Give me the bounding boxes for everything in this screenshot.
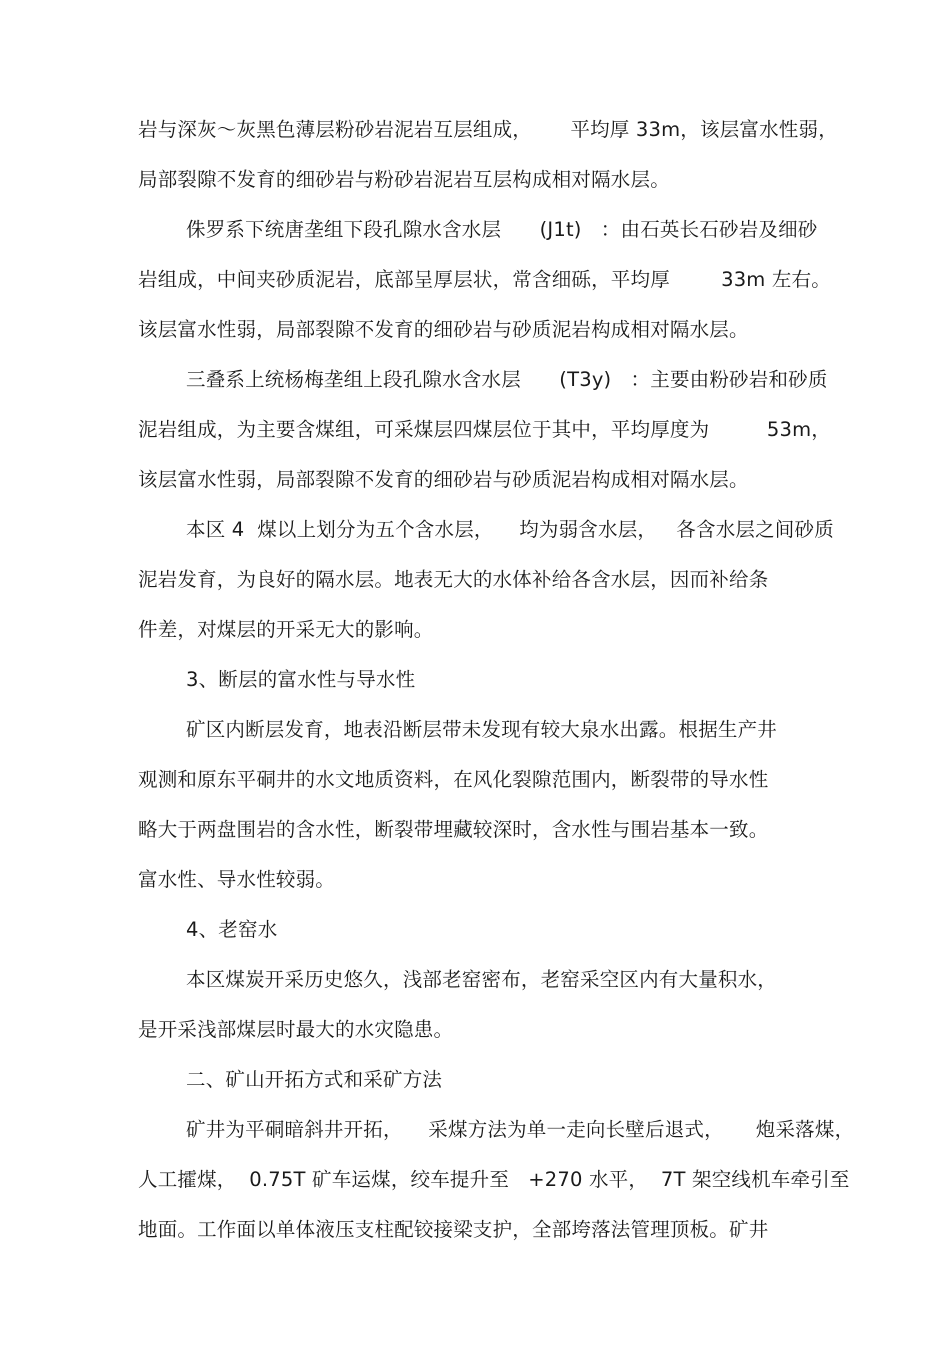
text-line: 局部裂隙不发育的细砂岩与粉砂岩泥岩互层构成相对隔水层。 [138,168,670,191]
paragraph-start-line: 侏罗系下统唐垄组下段孔隙水含水层 (J1t) ：由石英长石砂岩及细砂 [186,218,818,241]
text-line: 岩组成，中间夹砂质泥岩，底部呈厚层状，常含细砾，平均厚 33m 左右。 [138,268,831,291]
paragraph-start-line: 本区煤炭开采历史悠久，浅部老窑密布，老窑采空区内有大量积水， [186,968,778,991]
text-line: 件差，对煤层的开采无大的影响。 [138,618,434,641]
text-line: 该层富水性弱，局部裂隙不发育的细砂岩与砂质泥岩构成相对隔水层。 [138,468,749,491]
section-heading: 二、矿山开拓方式和采矿方法 [186,1068,443,1091]
section-heading: 4、老窑水 [186,918,278,941]
text-line: 岩与深灰～灰黑色薄层粉砂岩泥岩互层组成， 平均厚 33m，该层富水性弱， [138,118,838,141]
text-line: 泥岩组成，为主要含煤组，可采煤层四煤层位于其中，平均厚度为 53m， [138,418,831,441]
paragraph-start-line: 本区 4 煤以上划分为五个含水层， 均为弱含水层， 各含水层之间砂质 [186,518,834,541]
text-line: 富水性、导水性较弱。 [138,868,336,891]
paragraph-start-line: 三叠系上统杨梅垄组上段孔隙水含水层 (T3y) ：主要由粉砂岩和砂质 [186,368,828,391]
section-heading: 3、断层的富水性与导水性 [186,668,416,691]
text-line: 该层富水性弱，局部裂隙不发育的细砂岩与砂质泥岩构成相对隔水层。 [138,318,749,341]
text-line: 是开采浅部煤层时最大的水灾隐患。 [138,1018,454,1041]
paragraph-start-line: 矿区内断层发育，地表沿断层带未发现有较大泉水出露。根据生产井 [186,718,778,741]
text-line: 观测和原东平硐井的水文地质资料，在风化裂隙范围内，断裂带的导水性 [138,768,769,791]
text-line: 地面。工作面以单体液压支柱配铰接梁支护，全部垮落法管理顶板。矿井 [138,1218,769,1241]
text-line: 泥岩发育，为良好的隔水层。地表无大的水体补给各含水层，因而补给条 [138,568,769,591]
text-line: 略大于两盘围岩的含水性，断裂带埋藏较深时，含水性与围岩基本一致。 [138,818,769,841]
text-line: 人工攉煤， 0.75T 矿车运煤，绞车提升至 +270 水平， 7T 架空线机车牵引至 [138,1168,850,1191]
paragraph-start-line: 矿井为平硐暗斜井开拓， 采煤方法为单一走向长壁后退式， 炮采落煤， [186,1118,855,1141]
